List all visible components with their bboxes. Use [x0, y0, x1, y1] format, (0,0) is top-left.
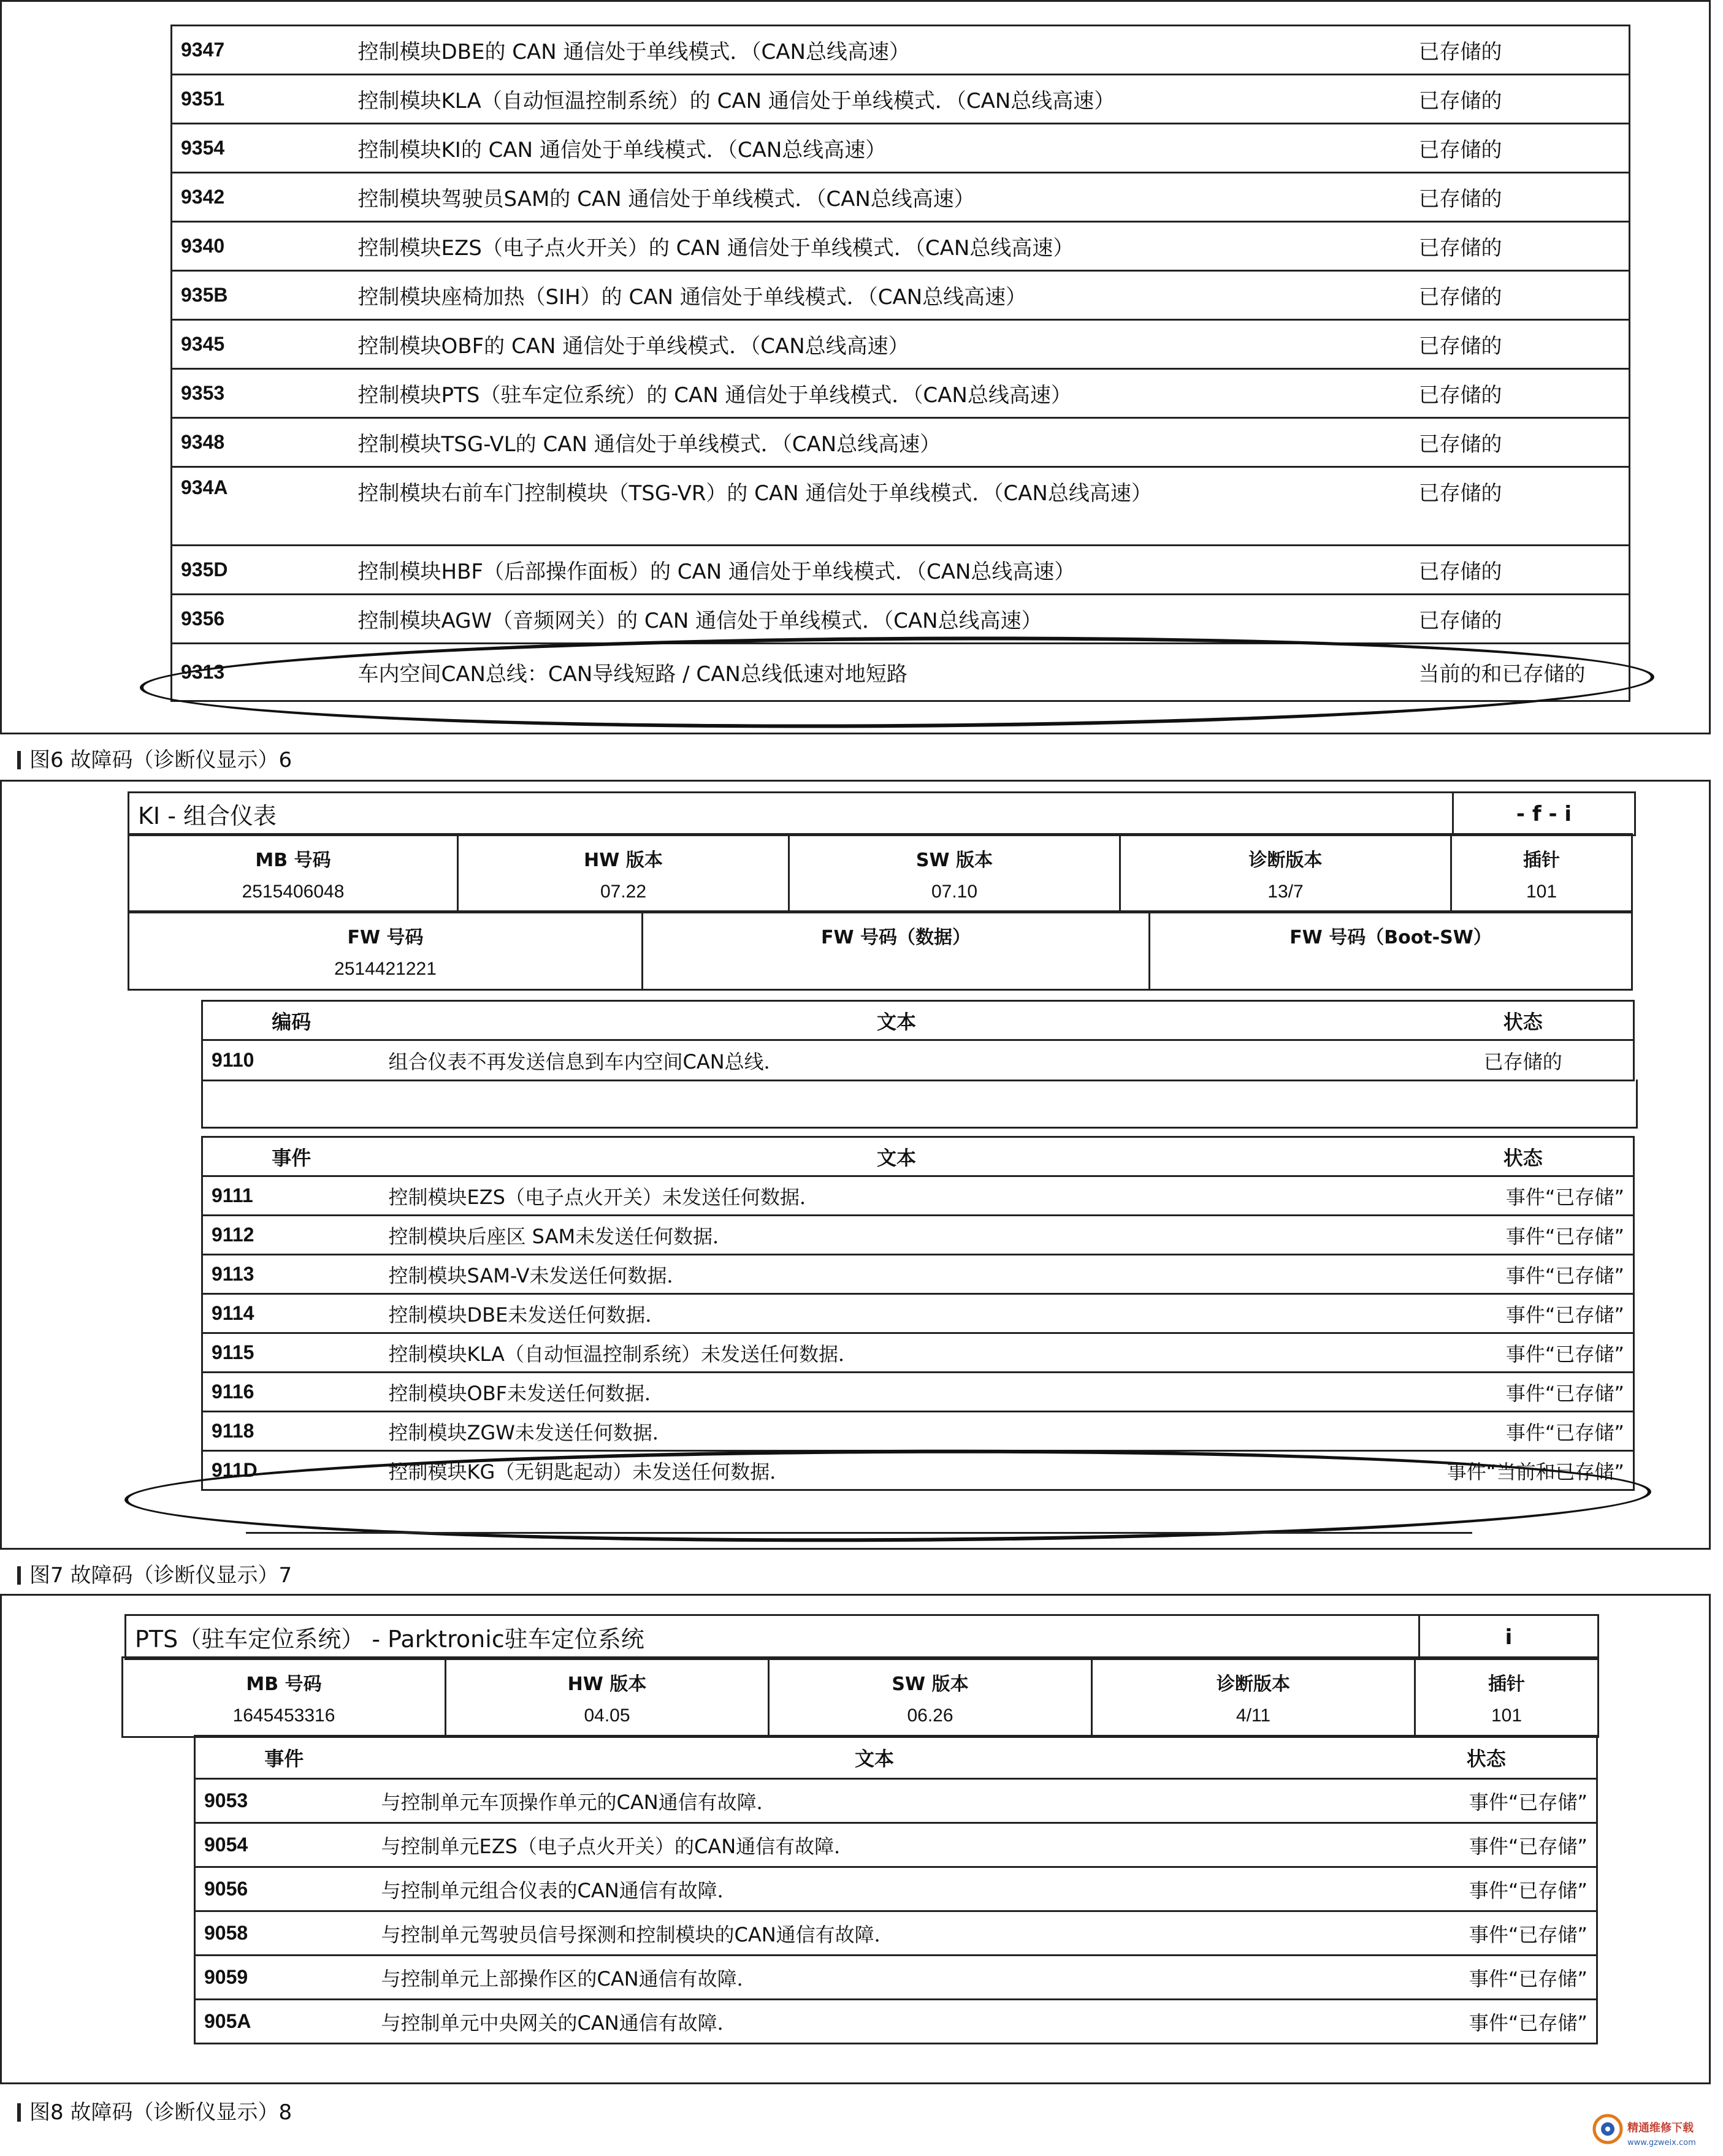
- blank-spacer-row: [201, 1080, 1638, 1129]
- fault-text: 控制模块TSG-VL的 CAN 通信处于单线模式．（CAN总线高速）: [350, 418, 1410, 467]
- fault-code: 9353: [172, 369, 350, 418]
- fw-boot-label: FW 号码（Boot-SW）: [1289, 927, 1492, 948]
- table-row: [172, 173, 1630, 222]
- version-info-table-8: [121, 1656, 1599, 1738]
- table-header: [202, 1137, 1634, 1176]
- table-row: [172, 75, 1630, 124]
- table-row: [172, 320, 1630, 369]
- diag-value: 4/11: [1236, 1705, 1271, 1726]
- pin-value: 101: [1526, 881, 1557, 902]
- pin-label: 插针: [1523, 849, 1560, 871]
- fault-text: 控制模块OBF的 CAN 通信处于单线模式．（CAN总线高速）: [350, 320, 1410, 369]
- event-text: 与控制单元驾驶员信号探测和控制模块的CAN通信有故障．: [373, 1911, 1377, 1956]
- figure-6-caption: [17, 743, 292, 773]
- mb-label: MB 号码: [246, 1673, 322, 1695]
- column-header-status: 状态: [1377, 1736, 1597, 1779]
- figure-7-panel: [0, 780, 1711, 1550]
- event-text: 控制模块DBE未发送任何数据．: [380, 1294, 1413, 1333]
- event-status: 事件“已存储”: [1413, 1294, 1634, 1333]
- fault-code-table-6: [170, 25, 1630, 702]
- event-code: 9116: [202, 1373, 380, 1412]
- diag-label: 诊断版本: [1248, 849, 1323, 871]
- event-text: 控制模块EZS（电子点火开关）未发送任何数据．: [380, 1176, 1413, 1216]
- fault-status: 已存储的: [1410, 124, 1630, 173]
- event-status: 事件“已存储”: [1377, 1867, 1597, 1911]
- table-row: [172, 418, 1630, 467]
- mb-value: 2515406048: [242, 881, 345, 902]
- fault-code: 9348: [172, 418, 350, 467]
- event-text: 控制模块OBF未发送任何数据．: [380, 1373, 1413, 1412]
- fault-text: 控制模块驾驶员SAM的 CAN 通信处于单线模式．（CAN总线高速）: [350, 173, 1410, 222]
- table-row: [195, 1823, 1597, 1867]
- column-header-event: 事件: [195, 1736, 373, 1779]
- caption-text: 图7 故障码（诊断仪显示）7: [29, 1563, 292, 1588]
- event-code: 911D: [202, 1451, 380, 1490]
- caption-text: 图8 故障码（诊断仪显示）8: [29, 2100, 292, 2125]
- table-row: [195, 1779, 1597, 1823]
- fault-status: 已存储的: [1410, 75, 1630, 124]
- fault-status: 已存储的: [1410, 222, 1630, 271]
- fault-code: 9351: [172, 75, 350, 124]
- module-flags: - f - i: [1453, 793, 1635, 836]
- event-status: 事件“已存储”: [1377, 1823, 1597, 1867]
- table-row: [172, 369, 1630, 418]
- sw-value: 06.26: [907, 1705, 953, 1726]
- fault-code: 9356: [172, 595, 350, 644]
- fault-text: 控制模块AGW（音频网关）的 CAN 通信处于单线模式．（CAN总线高速）: [350, 595, 1410, 644]
- event-status: 事件“已存储”: [1413, 1255, 1634, 1294]
- fw-data-label: FW 号码（数据）: [820, 927, 971, 948]
- fault-status: 已存储的: [1410, 467, 1630, 546]
- fault-text: 控制模块右前车门控制模块（TSG-VR）的 CAN 通信处于单线模式．（CAN总线高速）: [350, 467, 1410, 546]
- rule-line: [246, 1532, 1472, 1534]
- column-header-event: 事件: [202, 1137, 380, 1176]
- pin-cell: [1415, 1658, 1599, 1737]
- sw-label: SW 版本: [892, 1673, 969, 1695]
- column-header-status: 状态: [1413, 1001, 1634, 1040]
- figure-8-panel: [0, 1594, 1711, 2084]
- table-header: [195, 1736, 1597, 1779]
- event-code: 9112: [202, 1216, 380, 1255]
- hw-label: HW 版本: [567, 1673, 647, 1695]
- event-text: 与控制单元组合仪表的CAN通信有故障．: [373, 1867, 1377, 1911]
- event-code: 9059: [195, 1956, 373, 2000]
- fault-status: 已存储的: [1410, 173, 1630, 222]
- pin-label: 插针: [1488, 1673, 1525, 1695]
- event-code: 9114: [202, 1294, 380, 1333]
- table-row: [172, 467, 1630, 546]
- fault-code: 935B: [172, 271, 350, 320]
- event-code: 9111: [202, 1176, 380, 1216]
- fault-code: 934A: [172, 467, 350, 546]
- table-row: [172, 271, 1630, 320]
- fault-code: 9313: [172, 644, 350, 701]
- fault-status: 已存储的: [1410, 546, 1630, 595]
- sw-version-cell: [769, 1658, 1092, 1737]
- sw-version-cell: [789, 834, 1120, 913]
- table-row: [195, 2000, 1597, 2044]
- event-code: 9053: [195, 1779, 373, 1823]
- column-header-text: 文本: [373, 1736, 1377, 1779]
- hw-version-cell: [446, 1658, 769, 1737]
- fault-text: 控制模块座椅加热（SIH）的 CAN 通信处于单线模式．（CAN总线高速）: [350, 271, 1410, 320]
- fault-text: 组合仪表不再发送信息到车内空间CAN总线．: [380, 1040, 1413, 1081]
- module-title-bar: [128, 791, 1636, 836]
- table-row: [202, 1040, 1634, 1081]
- fault-text: 控制模块KLA（自动恒温控制系统）的 CAN 通信处于单线模式．（CAN总线高速）: [350, 75, 1410, 124]
- event-code: 9054: [195, 1823, 373, 1867]
- caption-text: 图6 故障码（诊断仪显示）6: [29, 748, 292, 772]
- fault-text: 控制模块HBF（后部操作面板）的 CAN 通信处于单线模式．（CAN总线高速）: [350, 546, 1410, 595]
- diag-version-cell: [1092, 1658, 1415, 1737]
- fault-status: 已存储的: [1410, 418, 1630, 467]
- table-row: [195, 1956, 1597, 2000]
- hw-version-cell: [458, 834, 789, 913]
- column-header-status: 状态: [1413, 1137, 1634, 1176]
- fault-status: 已存储的: [1413, 1040, 1634, 1081]
- table-row: [195, 1911, 1597, 1956]
- caption-bar: [17, 751, 21, 769]
- fault-status: 已存储的: [1410, 271, 1630, 320]
- fw-label: FW 号码: [347, 926, 424, 948]
- mb-number-cell: [129, 834, 458, 913]
- event-text: 控制模块SAM-V未发送任何数据．: [380, 1255, 1413, 1294]
- event-text: 与控制单元车顶操作单元的CAN通信有故障．: [373, 1779, 1377, 1823]
- pin-cell: [1451, 834, 1632, 913]
- caption-bar: [17, 1566, 21, 1585]
- fault-code: 9340: [172, 222, 350, 271]
- fault-status: 已存储的: [1410, 26, 1630, 75]
- event-status: 事件“已存储”: [1377, 1911, 1597, 1956]
- table-row: [202, 1176, 1634, 1216]
- fault-text: 控制模块PTS（驻车定位系统）的 CAN 通信处于单线模式．（CAN总线高速）: [350, 369, 1410, 418]
- fault-text: 控制模块EZS（电子点火开关）的 CAN 通信处于单线模式．（CAN总线高速）: [350, 222, 1410, 271]
- table-row: [172, 26, 1630, 75]
- fault-code: 9354: [172, 124, 350, 173]
- mb-label: MB 号码: [255, 849, 331, 871]
- logo-text: 精通维修下载: [1627, 2122, 1694, 2135]
- figure-7-caption: [17, 1558, 292, 1588]
- fault-code: 9110: [202, 1040, 380, 1081]
- module-title-bar-8: [124, 1614, 1599, 1660]
- event-code: 9115: [202, 1333, 380, 1373]
- table-row: [172, 546, 1630, 595]
- fault-text: 控制模块KI的 CAN 通信处于单线模式．（CAN总线高速）: [350, 124, 1410, 173]
- module-title: KI - 组合仪表: [129, 793, 1453, 836]
- column-header-code: 编码: [202, 1001, 380, 1040]
- event-text: 控制模块KG（无钥匙起动）未发送任何数据．: [380, 1451, 1413, 1490]
- site-logo: [1589, 2108, 1712, 2151]
- event-status: 事件“当前和已存储”: [1413, 1451, 1634, 1490]
- logo-site: www.gzweix.com: [1627, 2138, 1696, 2147]
- event-status: 事件“已存储”: [1413, 1333, 1634, 1373]
- event-status: 事件“已存储”: [1413, 1412, 1634, 1451]
- fault-text: 车内空间CAN总线：CAN导线短路 / CAN总线低速对地短路: [350, 644, 1410, 701]
- table-row: [202, 1373, 1634, 1412]
- event-text: 控制模块ZGW未发送任何数据．: [380, 1412, 1413, 1451]
- event-code: 9058: [195, 1911, 373, 1956]
- caption-bar: [17, 2103, 21, 2122]
- code-table-7: [201, 1000, 1635, 1081]
- fw-data-cell: [643, 912, 1150, 990]
- hw-label: HW 版本: [584, 849, 663, 871]
- diag-value: 13/7: [1267, 881, 1304, 902]
- fault-code: 9342: [172, 173, 350, 222]
- fault-status: 已存储的: [1410, 320, 1630, 369]
- table-header: [202, 1001, 1634, 1040]
- module-title: PTS（驻车定位系统） - Parktronic驻车定位系统: [126, 1615, 1419, 1659]
- event-text: 与控制单元中央网关的CAN通信有故障．: [373, 2000, 1377, 2044]
- event-table-8: [194, 1735, 1598, 2044]
- fault-status: 当前的和已存储的: [1410, 644, 1630, 701]
- fault-code: 9347: [172, 26, 350, 75]
- event-text: 控制模块后座区 SAM未发送任何数据．: [380, 1216, 1413, 1255]
- mb-number-cell: [123, 1658, 446, 1737]
- table-row: [172, 124, 1630, 173]
- event-status: 事件“已存储”: [1377, 1956, 1597, 2000]
- event-text: 与控制单元EZS（电子点火开关）的CAN通信有故障．: [373, 1823, 1377, 1867]
- mb-value: 1645453316: [232, 1705, 335, 1726]
- module-flags: i: [1419, 1615, 1599, 1659]
- event-table-7: [201, 1136, 1635, 1491]
- hw-value: 07.22: [600, 881, 647, 902]
- event-code: 905A: [195, 2000, 373, 2044]
- figure-6-panel: [0, 0, 1711, 734]
- fault-text: 控制模块DBE的 CAN 通信处于单线模式．（CAN总线高速）: [350, 26, 1410, 75]
- table-row: [202, 1294, 1634, 1333]
- event-text: 控制模块KLA（自动恒温控制系统）未发送任何数据．: [380, 1333, 1413, 1373]
- logo-icon: [1589, 2108, 1712, 2151]
- fw-info-table: [128, 910, 1633, 991]
- diag-label: 诊断版本: [1217, 1673, 1290, 1695]
- table-row: [172, 595, 1630, 644]
- event-code: 9113: [202, 1255, 380, 1294]
- event-status: 事件“已存储”: [1413, 1373, 1634, 1412]
- event-code: 9118: [202, 1412, 380, 1451]
- column-header-text: 文本: [380, 1001, 1413, 1040]
- table-row: [202, 1333, 1634, 1373]
- diag-version-cell: [1120, 834, 1451, 913]
- event-status: 事件“已存储”: [1413, 1176, 1634, 1216]
- figure-8-caption: [17, 2095, 292, 2125]
- event-status: 事件“已存储”: [1377, 2000, 1597, 2044]
- event-text: 与控制单元上部操作区的CAN通信有故障．: [373, 1956, 1377, 2000]
- table-row: [202, 1255, 1634, 1294]
- event-status: 事件“已存储”: [1377, 1779, 1597, 1823]
- table-row: [172, 222, 1630, 271]
- table-row: [202, 1412, 1634, 1451]
- fault-status: 已存储的: [1410, 369, 1630, 418]
- column-header-text: 文本: [380, 1137, 1413, 1176]
- fw-boot-cell: [1150, 912, 1632, 990]
- pin-value: 101: [1491, 1705, 1522, 1726]
- sw-label: SW 版本: [915, 849, 993, 871]
- hw-value: 04.05: [584, 1705, 630, 1726]
- version-info-table: [128, 833, 1633, 913]
- event-status: 事件“已存储”: [1413, 1216, 1634, 1255]
- fault-code: 9345: [172, 320, 350, 369]
- table-row: [202, 1216, 1634, 1255]
- fault-status: 已存储的: [1410, 595, 1630, 644]
- fw-value: 2514421221: [334, 958, 437, 979]
- fault-code: 935D: [172, 546, 350, 595]
- event-code: 9056: [195, 1867, 373, 1911]
- fw-number-cell: [129, 912, 643, 990]
- sw-value: 07.10: [931, 881, 978, 902]
- table-row: [195, 1867, 1597, 1911]
